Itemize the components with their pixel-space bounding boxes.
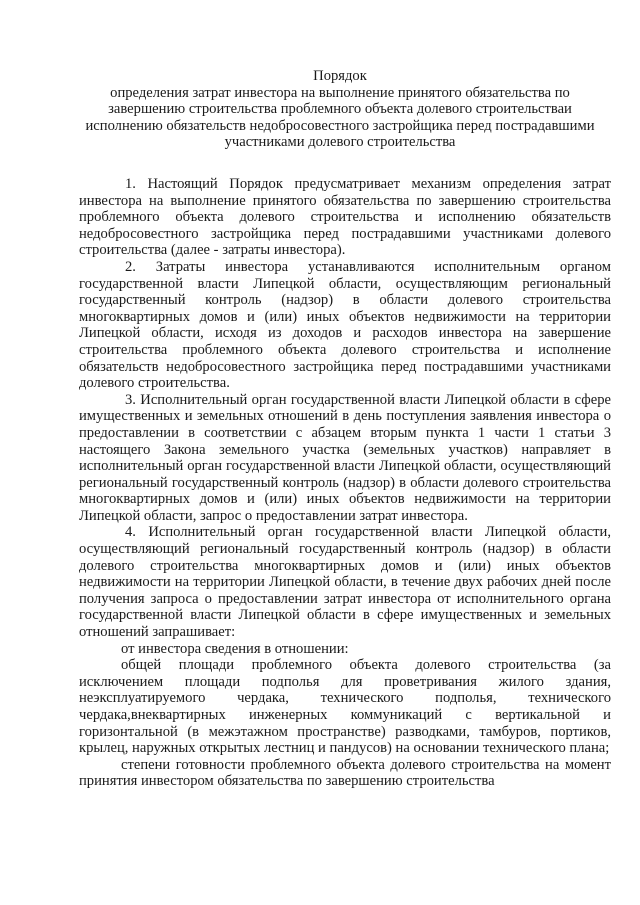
title-line: Порядок [313,68,367,84]
paragraph-6: общей площади проблемного объекта долевого строительства (за исключением площади подполья для проветривания жилого здания, неэксплуатируемого чердака, технического подполья, технического чердака,внеквартирных инженерных коммуникаций с вертикальной и горизонтальной (в межэтажном пространстве) разводками, тамбуров, портиков, крылец, наружных открытых лестниц и пандусов) на основании технического плана; [79,657,611,757]
paragraph-7: степени готовности проблемного объекта долевого строительства на момент принятия инвестором обязательства по завершению строительства [79,756,611,790]
paragraph-4: 4. Исполнительный орган государственной власти Липецкой области, осуществляющий региональный государственный контроль (надзор) в области долевого строительства многоквартирных домов и (или) иных объектов недвижимости на территории Липецкой области, в течение двух рабочих дней после получения запроса о предоставлении затрат инвестора от исполнительного органа государственной власти Липецкой области в сфере имущественных и земельных отношений запрашивает: [79,524,611,641]
document-title [60,68,620,151]
document-body [79,176,611,790]
title-line: исполнению обязательств недобросовестного застройщика перед пострадавшими [85,117,595,134]
paragraph-2: 2. Затраты инвестора устанавливаются исполнительным органом государственной власти Липецкой области, осуществляющим региональный государственный контроль (надзор) в области долевого строительства многоквартирных домов и (или) иных объектов недвижимости на территории Липецкой области, исходя из доходов и расходов инвестора на завершение строительства проблемного объекта долевого строительства и исполнение обязательств недобросовестного застройщика перед пострадавшими участниками долевого строительства. [79,258,611,392]
paragraph-3: 3. Исполнительный орган государственной власти Липецкой области в сфере имущественных и земельных отношений в день поступления заявления инвестора о предоставлении в соответствии с абзацем вторым пункта 1 части 1 статьи 3 настоящего Закона земельного участка (земельных участков) направляет в исполнительный орган государственной власти Липецкой области, осуществляющий региональный государственный контроль (надзор) в области долевого строительства многоквартирных домов и (или) иных объектов недвижимости на территории Липецкой области, запрос о предоставлении затрат инвестора. [79,391,611,524]
title-line: участниками долевого строительства [224,134,456,151]
paragraph-1: 1. Настоящий Порядок предусматривает механизм определения затрат инвестора на выполнение принятого обязательства по завершению строительства проблемного объекта долевого строительства и исполнению обязательств недобросовестного застройщика перед пострадавшими участниками долевого строительства (далее - затраты инвестора). [79,176,611,259]
title-line: завершению строительства проблемного объекта долевого строительстваи [108,101,572,118]
title-line: определения затрат инвестора на выполнение принятого обязательства по [110,84,570,101]
paragraph-5: от инвестора сведения в отношении: [121,640,349,657]
